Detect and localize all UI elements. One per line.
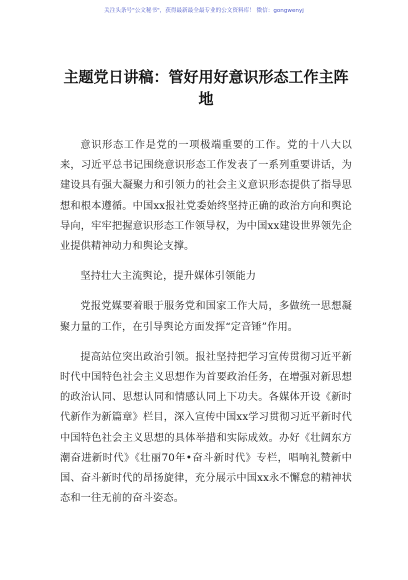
paragraph-media-role: 党报党媒要着眼于服务党和国家工作大局，多做统一思想凝聚力量的工作，在引导舆论方面发挥“定音锤”作用。 <box>60 301 352 333</box>
document-title: 主题党日讲稿：管好用好意识形态工作主阵地 <box>63 68 349 108</box>
document-body <box>60 136 352 519</box>
paragraph-intro: 意识形态工作是党的一项极端重要的工作。党的十八大以来，习近平总书记围绕意识形态工作发表了一系列重要讲话，为建设具有强大凝聚力和引领力的社会主义意识形态提供了指导思想和根本遵循。中国xx报社党委始终坚持正确的政治方向和舆论导向，牢牢把握意识形态工作领导权，为中国xx建设世界领先企业提供精神动力和舆论支撑。 <box>60 140 352 253</box>
section-heading: 坚持壮大主流舆论，提升媒体引领能力 <box>80 271 257 283</box>
paragraph-political-guidance: 提高站位突出政治引领。报社坚持把学习宣传贯彻习近平新时代中国特色社会主义思想作为首要政治任务，在增强对新思想的政治认同、思想认同和情感认同上下功夫。各媒体开设《新时代新作为新篇章》栏目，深入宣传中国xx学习贯彻习近平新时代中国特色社会主义思想的具体举措和实际成效。办好《壮阔东方潮奋进新时代》《壮丽70年•奋斗新时代》专栏，唱响礼赞新中国、奋斗新时代的昂扬旋律，充分展示中国xx永不懈怠的精神状态和一往无前的奋斗姿态。 <box>60 351 352 505</box>
promo-banner: 关注头条号"公文秘书"，获得最新最全最专业的公文资料库！ 微信：gongwenyj <box>104 8 304 14</box>
